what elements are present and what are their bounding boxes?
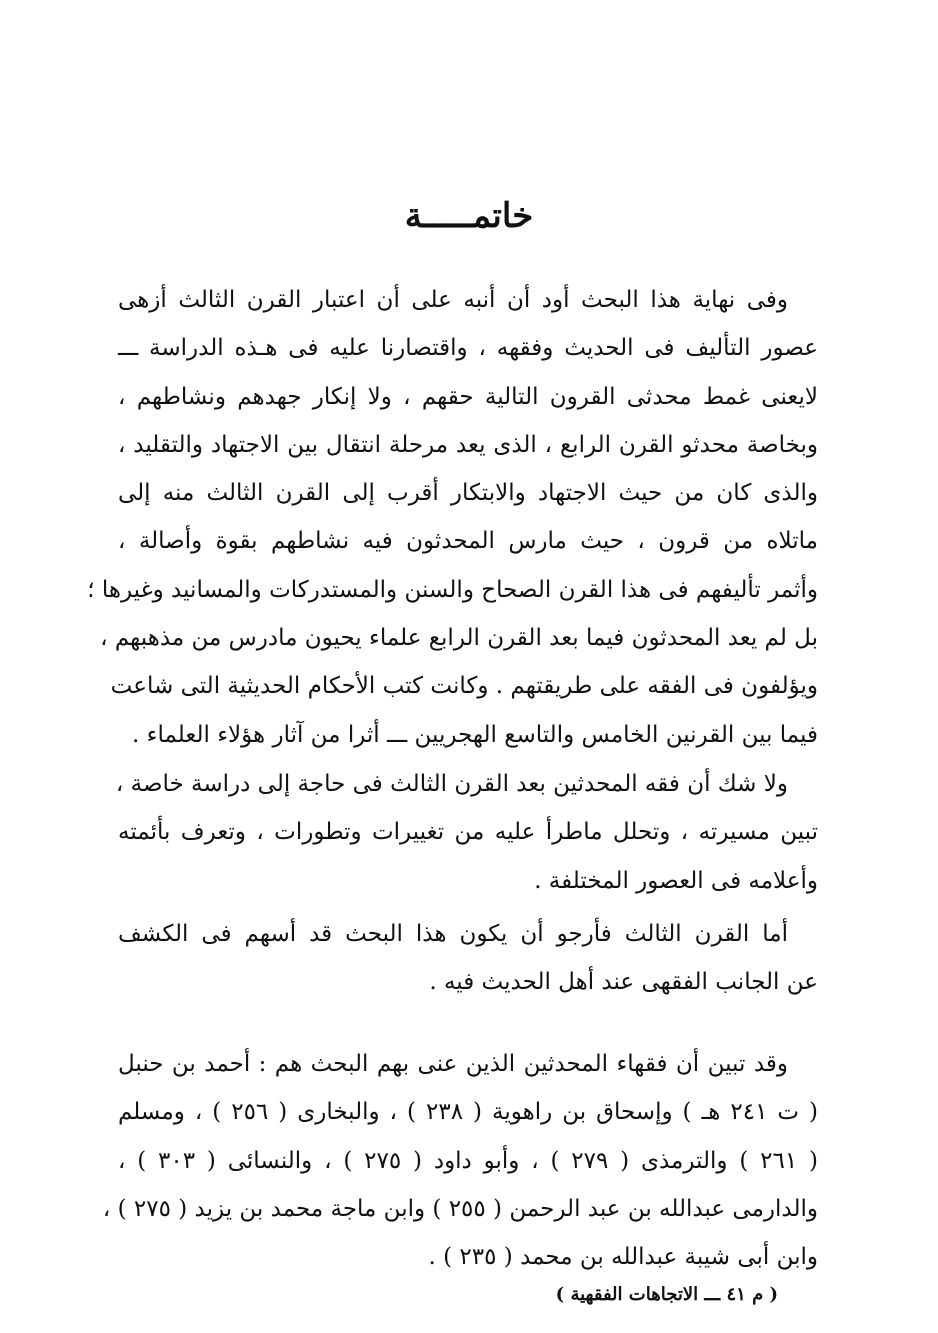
paragraph-1 (87, 276, 818, 759)
paragraph-line: ( ٢٦١ ) والترمذى ( ٢٧٩ ) ، وأبو داود ( ٢٧٥ ) ، والنسائى ( ٣٠٣ ) ، (118, 1147, 818, 1174)
paragraph-line: وفى نهاية هذا البحث أود أن أنبه على أن اعتبار القرن الثالث أزهى (118, 287, 788, 313)
paragraph-line: عصور التأليف فى الحديث وفقهه ، واقتصارنا عليه فى هـذه الدراسة ـــ (118, 335, 818, 362)
paragraph-line: والذى كان من حيث الاجتهاد والابتكار أقرب إلى القرن الثالث منه إلى (118, 480, 818, 507)
paragraph-line: وقد تبين أن فقهاء المحدثين الذين عنى بهم البحث هم : أحمد بن حنبل (118, 1051, 788, 1077)
page-title: خاتمـــــة (404, 196, 534, 236)
paragraph-line: لايعنى غمط محدثى القرون التالية حقهم ، ولا إنكار جهدهم ونشاطهم ، (118, 383, 818, 410)
paragraph-line: ماتلاه من قرون ، حيث مارس المحدثون فيه نشاطهم بقوة وأصالة ، (118, 528, 818, 555)
page-footer: ( م ٤١ ـــ الاتجاهات الفقهية ) (555, 1284, 778, 1305)
paragraph-line: بل لم يعد المحدثون فيما بعد القرن الرابع علماء يحيون مادرس من مذهبهم ، (100, 625, 818, 652)
paragraph-line: والدارمى عبدالله بن عبد الرحمن ( ٢٥٥ ) وابن ماجة محمد بن يزيد ( ٢٧٥ ) ، (102, 1195, 818, 1222)
paragraph-line: ( ت ٢٤١ هـ ) وإسحاق بن راهوية ( ٢٣٨ ) ، والبخارى ( ٢٥٦ ) ، ومسلم (118, 1099, 819, 1126)
paragraph-line: وابن أبى شيبة عبدالله بن محمد ( ٢٣٥ ) . (428, 1244, 818, 1271)
paragraph-3 (118, 910, 818, 1007)
paragraph-line: فيما بين القرنين الخامس والتاسع الهجريين ـــ أثرا من آثار هؤلاء العلماء . (132, 721, 818, 748)
paragraph-line: وأعلامه فى العصور المختلفة . (534, 867, 818, 894)
paragraph-2 (115, 760, 818, 905)
paragraph-line: أما القرن الثالث فأرجو أن يكون هذا البحث قد أسهم فى الكشف (118, 921, 788, 947)
paragraph-line: تبين مسيرته ، وتحلل ماطرأ عليه من تغييرات وتطورات ، وتعرف بأئمته (118, 819, 818, 846)
paragraph-4 (102, 1040, 819, 1281)
paragraph-line: ولا شك أن فقه المحدثين بعد القرن الثالث فى حاجة إلى دراسة خاصة ، (115, 771, 788, 797)
paragraph-line: وأثمر تأليفهم فى هذا القرن الصحاح والسنن والمستدركات والمسانيد وغيرها ؛ (87, 576, 818, 603)
paragraph-line: ويؤلفون فى الفقه على طريقتهم . وكانت كتب الأحكام الحديثية التى شاعت (110, 673, 818, 700)
paragraph-line: عن الجانب الفقهى عند أهل الحديث فيه . (429, 969, 818, 996)
paragraph-line: وبخاصة محدثو القرن الرابع ، الذى يعد مرحلة انتقال بين الاجتهاد والتقليد ، (118, 431, 818, 458)
